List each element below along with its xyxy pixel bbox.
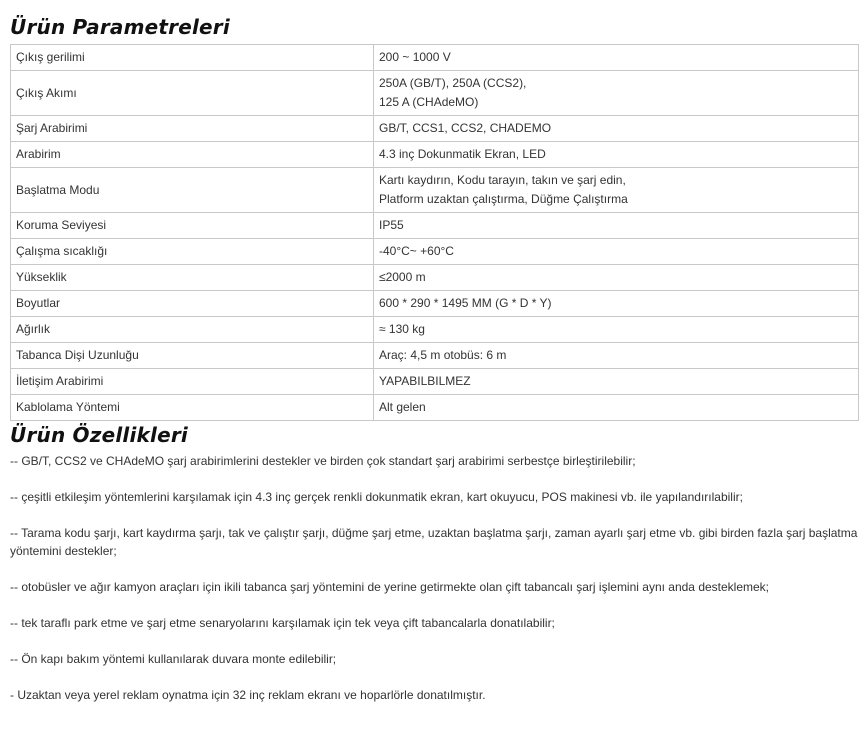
param-label: Yükseklik	[11, 265, 374, 291]
param-label: Başlatma Modu	[11, 168, 374, 213]
table-row	[11, 239, 859, 265]
table-row	[11, 395, 859, 421]
features-section-title: Ürün Özellikleri	[10, 423, 188, 447]
param-value: ≈ 130 kg	[374, 317, 859, 343]
table-row	[11, 369, 859, 395]
features-list	[10, 452, 860, 722]
param-value: Araç: 4,5 m otobüs: 6 m	[374, 343, 859, 369]
feature-item: -- Ön kapı bakım yöntemi kullanılarak duvara monte edilebilir;	[10, 652, 337, 666]
param-label: Çalışma sıcaklığı	[11, 239, 374, 265]
table-row	[11, 142, 859, 168]
param-value: Alt gelen	[374, 395, 859, 421]
param-value: 200 ~ 1000 V	[374, 45, 859, 71]
param-label: Çıkış gerilimi	[11, 45, 374, 71]
param-value: Kartı kaydırın, Kodu tarayın, takın ve şarj edin, Platform uzaktan çalıştırma, Düğme Çalıştırma	[374, 168, 859, 213]
table-row	[11, 45, 859, 71]
param-label: Koruma Seviyesi	[11, 213, 374, 239]
param-value: GB/T, CCS1, CCS2, CHADEMO	[374, 116, 859, 142]
feature-item: -- otobüsler ve ağır kamyon araçları için ikili tabanca şarj yöntemini de yerine getirmekte olan çift tabancalı şarj işlemini aynı anda desteklemek;	[10, 580, 770, 594]
param-label: Boyutlar	[11, 291, 374, 317]
table-row	[11, 71, 859, 116]
param-value: IP55	[374, 213, 859, 239]
params-table	[10, 44, 859, 421]
table-row	[11, 168, 859, 213]
feature-item: -- GB/T, CCS2 ve CHAdeMO şarj arabirimlerini destekler ve birden çok standart şarj arabirimi serbestçe birleştirilebilir;	[10, 454, 636, 468]
param-label: Tabanca Dişi Uzunluğu	[11, 343, 374, 369]
table-row	[11, 343, 859, 369]
table-row	[11, 291, 859, 317]
feature-item: -- Tarama kodu şarjı, kart kaydırma şarjı, tak ve çalıştır şarjı, düğme şarj etme, uzaktan başlatma şarjı, zaman ayarlı şarj etme vb. gibi birden fazla şarj başlatma yöntemini destekler;	[10, 526, 858, 558]
param-label: Çıkış Akımı	[11, 71, 374, 116]
param-label: Şarj Arabirimi	[11, 116, 374, 142]
params-section-title: Ürün Parametreleri	[10, 15, 230, 39]
param-value: YAPABILBILMEZ	[374, 369, 859, 395]
param-label: İletişim Arabirimi	[11, 369, 374, 395]
param-value: 250A (GB/T), 250A (CCS2), 125 A (CHAdeMO)	[374, 71, 859, 116]
feature-item: -- tek taraflı park etme ve şarj etme senaryolarını karşılamak için tek veya çift tabancalarla donatılabilir;	[10, 616, 555, 630]
feature-item: - Uzaktan veya yerel reklam oynatma için 32 inç reklam ekranı ve hoparlörle donatılmıştır.	[10, 688, 486, 702]
param-label: Ağırlık	[11, 317, 374, 343]
table-row	[11, 265, 859, 291]
param-value: ≤2000 m	[374, 265, 859, 291]
param-value: 600 * 290 * 1495 MM (G * D * Y)	[374, 291, 859, 317]
table-row	[11, 213, 859, 239]
table-row	[11, 116, 859, 142]
param-value: -40°C~ +60°C	[374, 239, 859, 265]
feature-item: -- çeşitli etkileşim yöntemlerini karşılamak için 4.3 inç gerçek renkli dokunmatik ekran, kart okuyucu, POS makinesi vb. ile yapılandırılabilir;	[10, 490, 743, 504]
param-value: 4.3 inç Dokunmatik Ekran, LED	[374, 142, 859, 168]
table-row	[11, 317, 859, 343]
param-label: Kablolama Yöntemi	[11, 395, 374, 421]
param-label: Arabirim	[11, 142, 374, 168]
